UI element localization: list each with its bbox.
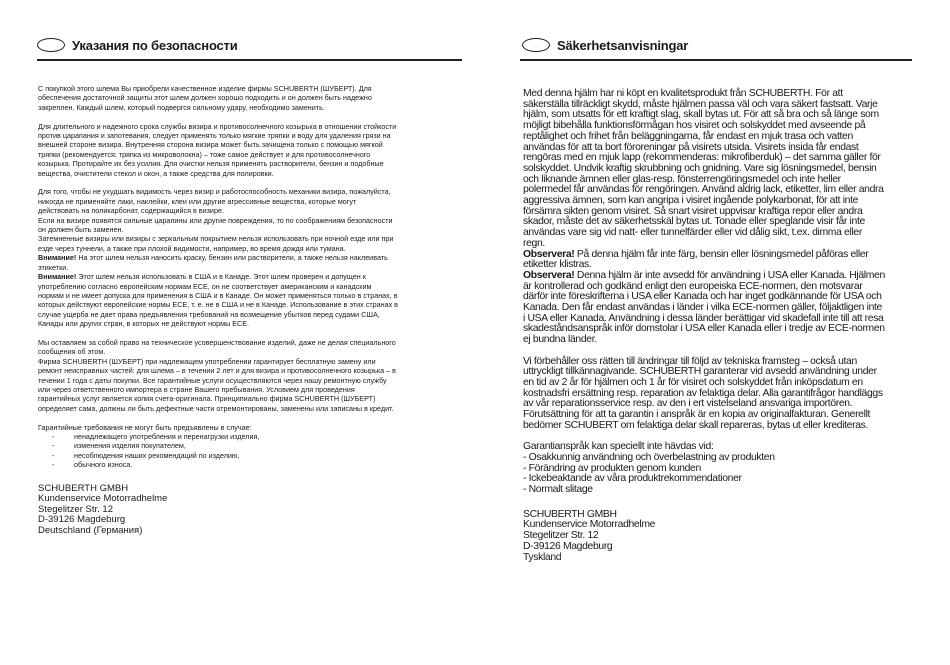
paragraph-warranty: Vi förbehåller oss rätten till ändringar till följd av tekniska framsteg – också utan uttryckligt tillkännagivande. SCHUBERTH garanterar vid avsedd användning under en tid av 2 år för hjälmen och 1 år för visiret och solskyddet från inköpsdatum en kostnadsfri ersättning resp. reparation av felaktiga delar. Alla garantifrågor handläggs av vår reparationsservice resp. av den i ert vistelseland ansvariga importören. Förutsättning för att ta garantin i anspråk är en kopia av originalfakturan. Generellt bedömer SCHUBERT om felaktiga delar skall repareras, bytas ut eller krediteras. <box>523 355 883 431</box>
list-item: - Ickebeaktande av våra produktrekommendationer <box>523 473 742 485</box>
warning-label: Внимание! <box>38 253 77 263</box>
address-line: D-39126 Magdeburg <box>523 540 613 552</box>
paragraph-intro: Med denna hjälm har ni köpt en kvalitetsprodukt från SCHUBERTH. För att säkerställa tillräckligt skydd, måste hjälmen passa väl och vara säkert fastsatt. Varje hjälm, som utsatts för ett kraftigt slag, skall bytas ut. För att så bra och så länge som möjligt bibehålla funktionsförmågan hos visiret och solskyddet med avseende på reptålighet och frihet från beläggningarna, får endast en mjuk trasa och vatten användas för att ta bort föroreningar på visirets utsida. Visirets insida får endast rengöras med en mjuk lapp (rekommenderas: mikrofiberduk) – det samma gäller för solskyddet. Undvik kraftig skrubbning och gnidning. Vare sig lösningsmedel, bensin och liknande ämnen eller glas-resp. fönsterrengöringsmedel och inte heller polermedel får användas för rengöringen. Använd aldrig lack, etiketter, lim eller andra aggressiva ämnen, som kan angripa i visiret ingående polykarbonat, för att inte försämra sikten genom visiret. Så snart visiret uppvisar kraftiga repor eller andra skador, måste det av säkerhetsskäl bytas ut. Tonade eller speglande visir får inte användas vare sig vid natt- eller tunnelfärder eller vid dålig sikt, t.ex. dimma eller regn. <box>523 88 884 249</box>
list-item: - несоблюдения наших рекомендаций по изделию, <box>52 450 240 460</box>
claims-intro: Гарантийные требования не могут быть предъявлены в случае: <box>38 422 252 432</box>
paragraph-warranty: Фирма SCHUBERTH (ШУБЕРТ) при надлежащем употреблении гарантирует бесплатную замену или ремонт неисправных частей: для шлема – в течении 2 лет и для визира и противосолнечного козырька – в течении 1 года с даты покупки. Все гарантийные услуги осуществляются через нашу ремонтную службу или через ответственного импортера в стране Вашего пребывания. Условием для проведения гарантийных услуг является копия счета-оригинала. Принципиально фирма SCHUBERTH (ШУБЕРТ) определяет сама, должны ли быть дефектные части отремонтированы, заменены или записаны в кредит. <box>38 356 396 413</box>
warning-label: Внимание! <box>38 272 77 282</box>
address-block <box>523 510 885 564</box>
observe-paint <box>523 250 885 271</box>
header-divider <box>520 59 912 61</box>
address-block <box>38 484 398 537</box>
warning-usa-canada <box>38 272 398 328</box>
paragraph-scratches: Если на визире появятся сильные царапины или другие повреждения, то по соображениям безопасности он должен быть заменен. <box>38 215 393 235</box>
list-item: - Förändring av produkten genom kunden <box>523 462 701 474</box>
paragraph-intro: С покупкой этого шлема Вы приобрели качественное изделие фирмы SCHUBERTH (ШУБЕРТ). Для обеспечения достаточной защиты этот шлем должен хорошо подходить и он должен быть надежно закреплен. Каждый шлем, который подвергся сильному удару, необходимо заменить. <box>38 84 372 112</box>
warning-text: На этот шлем нельзя наносить краску, бензин или растворители, а также нельзя наклеивать этикетки. <box>38 253 388 272</box>
paragraph-visor-care: Для длительного и надежного срока службы визира и противосолнечного козырька в отношении стойкости против царапания и запотевания, следует применять только мягкие тряпки и воду для удаления грязи на внешней стороне визира. Внутренняя сторона визира может быть зачищена только с помощью мягкой тряпки (рекомендуется: тряпка из микроволокна) – тоже самое действует и для противосолнечного козырька. Протирайте их без усилия. Для очистки нельзя применять растворители, бензин и подобные вещества, очистители стекол и окон, а также средства для полировки. <box>38 121 397 178</box>
address-line: Deutschland (Германия) <box>38 524 143 536</box>
observe-label: Observera! <box>523 248 575 260</box>
address-line: Tyskland <box>523 551 562 563</box>
section-header <box>37 34 238 56</box>
list-item: - обычного износа. <box>52 460 133 470</box>
paragraph-tinted-visors: Затемненные визиры или визиры с зеркальным покрытием нельзя использовать при ночной езде или при езде через туннели, а также при плохой видимости, например, во время дождя или тумана. <box>38 234 394 253</box>
page-title: Säkerhetsanvisningar <box>557 37 689 53</box>
address-line: Stegelitzer Str. 12 <box>523 530 599 542</box>
address-line: Stegelitzer Str. 12 <box>38 503 113 515</box>
right-page <box>475 0 950 665</box>
observe-text: Denna hjälm är inte avsedd för användning i USA eller Kanada. Hjälmen är kontrollerad och godkänd enligt den europeiska ECE-normen, den motsvarar därför inte föreskrifterna i USA eller Kanada och har inget godkännande för USA och Kanada. Den får endast användas i länder i vilka ECE-normen gäller, följaktligen inte i USA eller Kanada. Användning i dessa länder berättigar vid skadefall inte till att resa skadeståndsanspråk inför domstolar i USA eller Kanada eller i tredje av ECE-normen ej bundna länder. <box>523 269 885 346</box>
address-line: Kundenservice Motorradhelme <box>523 519 656 531</box>
address-line: D-39126 Magdeburg <box>38 514 126 526</box>
paragraph-changes: Мы оставляем за собой право на техническое усовершенствование изделий, даже не делая специального сообщения об этом. <box>38 337 396 357</box>
warning-text: Этот шлем нельзя использовать в США и в Канаде. Этот шлем проверен и допущен к употреблению согласно европейским нормам ECE, он не соответствует американским и канадским нормам и не имеет допуска для применения в США и в Канаде. Он может применяться только в странах, в которых действуют европейские нормы ECE, т. е. не в США и не в Канаде. Использование в этих странах в случае ущерба не дает права предъявления требований на возмещение убытков перед судами США, Канады или других стран, в которых не действуют нормы ECE. <box>38 272 398 329</box>
list-item: - изменения изделия покупателем, <box>52 441 186 451</box>
observe-usa-canada <box>523 271 885 346</box>
header-divider <box>37 59 462 61</box>
address-line: SCHUBERTH GMBH <box>523 508 617 520</box>
observe-text: På denna hjälm får inte färg, bensin eller lösningsmedel påföras eller etiketter klistras. <box>523 248 869 271</box>
paragraph-visibility: Для того, чтобы не ухудшать видимость через визир и работоспособность механики визира, пожалуйста, никогда не применяйте лаки, наклейки, клеи или другие агрессивные вещества, которые могут действовать на поликарбонат, содержащийся в визире. <box>38 187 391 216</box>
russian-body <box>38 84 398 537</box>
section-header <box>522 34 688 56</box>
list-item: - Osakkunnig användning och överbelastning av produkten <box>523 451 775 463</box>
list-item: - Normalt slitage <box>523 483 593 495</box>
warning-paint <box>38 253 398 272</box>
claims-list <box>38 432 398 470</box>
address-line: SCHUBERTH GMBH <box>38 482 129 494</box>
observe-label: Observera! <box>523 269 575 281</box>
address-line: Kundenservice Motorradhelme <box>38 493 168 505</box>
page-title: Указания по безопасности <box>72 37 238 53</box>
claims-intro: Garantianspråk kan speciellt inte hävdas vid: <box>523 441 714 453</box>
oval-marker-icon <box>522 38 550 52</box>
swedish-body <box>523 89 885 563</box>
list-item: - ненадлежащего употребления и перенагрузки изделия, <box>52 431 260 441</box>
oval-marker-icon <box>37 38 65 52</box>
